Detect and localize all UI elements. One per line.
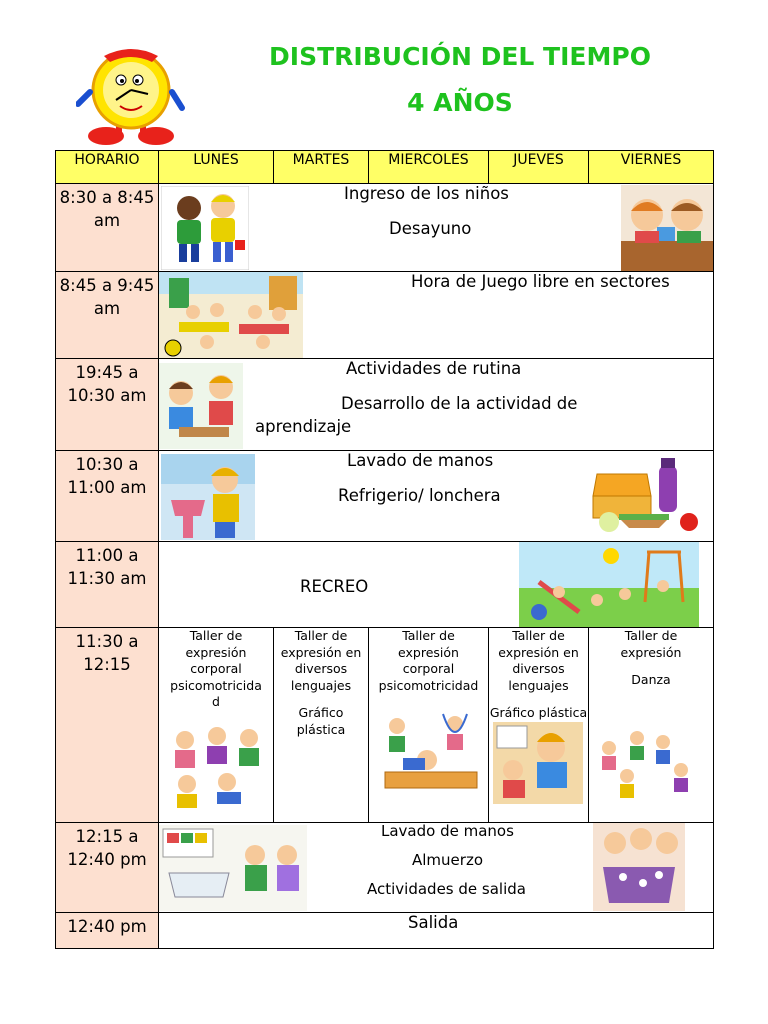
kids-learning-picture: [159, 363, 243, 449]
workshop-line: corporal: [190, 661, 242, 676]
workshop-cell-viernes: [588, 627, 714, 823]
workshop-line: Danza: [631, 672, 671, 687]
workshop-cell-jueves: [488, 627, 589, 823]
workshop-line: Gráfico plástica: [489, 705, 588, 720]
time-cell: 8:30 a 8:45 am: [55, 183, 159, 272]
workshop-text: [489, 628, 588, 722]
workshop-line: expresión: [185, 644, 247, 660]
workshop-line: corporal: [402, 661, 455, 676]
column-header-horario: HORARIO: [55, 150, 159, 184]
workshop-cell-martes: [273, 627, 369, 823]
schedule-row: [158, 912, 714, 949]
schedule-row: [158, 183, 714, 272]
activity-text: Hora de Juego libre en sectores: [411, 272, 670, 291]
time-cell: 11:00 a 11:30 am: [55, 541, 159, 628]
page-title: DISTRIBUCIÓN DEL TIEMPO: [269, 42, 651, 71]
workshop-text: [589, 628, 713, 689]
workshop-line: expresión: [398, 644, 459, 660]
workshop-line: Gráfico: [298, 705, 344, 720]
workshop-line: diversos: [512, 661, 565, 676]
workshop-line: [489, 694, 588, 705]
art-class-picture: [493, 722, 583, 804]
workshop-line: [589, 661, 713, 672]
workshop-line: Taller de: [624, 628, 678, 643]
workshop-line: Taller de: [189, 628, 243, 643]
handwashing-picture: [161, 454, 255, 540]
workshop-line: lenguajes: [508, 677, 569, 693]
workshop-line: diversos: [294, 661, 348, 676]
workshop-text: [369, 628, 488, 694]
workshop-line: plástica: [296, 721, 346, 737]
workshop-line: Taller de: [512, 628, 565, 643]
column-header-miercoles: MIERCOLES: [368, 150, 489, 184]
clock-mascot-icon: [76, 48, 186, 148]
workshop-line: expresión: [620, 644, 682, 660]
schedule-row: [158, 822, 714, 913]
playground-picture: [519, 542, 699, 628]
activity-text: Desayuno: [389, 219, 472, 238]
classroom-play-picture: [159, 272, 303, 358]
kids-breakfast-picture: [621, 185, 713, 271]
activity-text: Lavado de manos: [347, 451, 494, 470]
workshop-text: [274, 628, 368, 738]
schedule-row: [158, 541, 714, 628]
column-header-martes: MARTES: [273, 150, 369, 184]
time-cell: 12:15 a 12:40 pm: [55, 822, 159, 913]
psychomotor-kids-picture: [165, 720, 267, 812]
kids-walking-picture: [161, 186, 249, 270]
activity-text: Lavado de manos: [381, 822, 514, 840]
workshop-line: Taller de: [294, 628, 348, 643]
activity-text: Actividades de rutina: [346, 359, 522, 378]
dance-kids-picture: [597, 726, 693, 802]
time-cell: 11:30 a 12:15: [55, 627, 159, 823]
column-header-viernes: VIERNES: [588, 150, 714, 184]
workshop-line: lenguajes: [290, 677, 352, 693]
schedule-row: [158, 358, 714, 451]
column-header-lunes: LUNES: [158, 150, 274, 184]
activity-text: Ingreso de los niños: [344, 184, 509, 203]
lunch-table-picture: [593, 823, 685, 911]
workshop-line: expresión en: [280, 644, 362, 660]
workshop-cell-miercoles: [368, 627, 489, 823]
workshop-line: psicomotricida: [170, 677, 262, 693]
time-cell: 12:40 pm: [55, 912, 159, 949]
schedule-row: [158, 450, 714, 542]
page-subtitle: 4 AÑOS: [407, 88, 513, 117]
activity-text: Almuerzo: [412, 851, 483, 869]
sink-picture: [159, 825, 307, 911]
column-header-jueves: JUEVES: [488, 150, 589, 184]
workshop-line: expresión en: [498, 644, 579, 660]
gymnastics-picture: [383, 710, 479, 794]
schedule-row: [158, 271, 714, 359]
activity-text: aprendizaje: [255, 417, 352, 436]
activity-text: RECREO: [300, 577, 369, 596]
workshop-text: [159, 628, 273, 711]
time-cell: 8:45 a 9:45 am: [55, 271, 159, 359]
workshop-line: psicomotricidad: [378, 677, 479, 693]
time-cell: 19:45 a 10:30 am: [55, 358, 159, 451]
schedule-table: [55, 150, 714, 949]
activity-text: Actividades de salida: [367, 880, 526, 898]
workshop-line: Taller de: [402, 628, 455, 643]
workshop-line: d: [212, 694, 220, 709]
time-cell: 10:30 a 11:00 am: [55, 450, 159, 542]
workshop-cell-lunes: [158, 627, 274, 823]
activity-text: Salida: [408, 913, 459, 932]
activity-text: Refrigerio/ lonchera: [338, 486, 501, 505]
lunchbox-picture: [589, 456, 704, 538]
activity-text: Desarrollo de la actividad de: [341, 394, 578, 413]
workshop-line: [274, 694, 368, 705]
